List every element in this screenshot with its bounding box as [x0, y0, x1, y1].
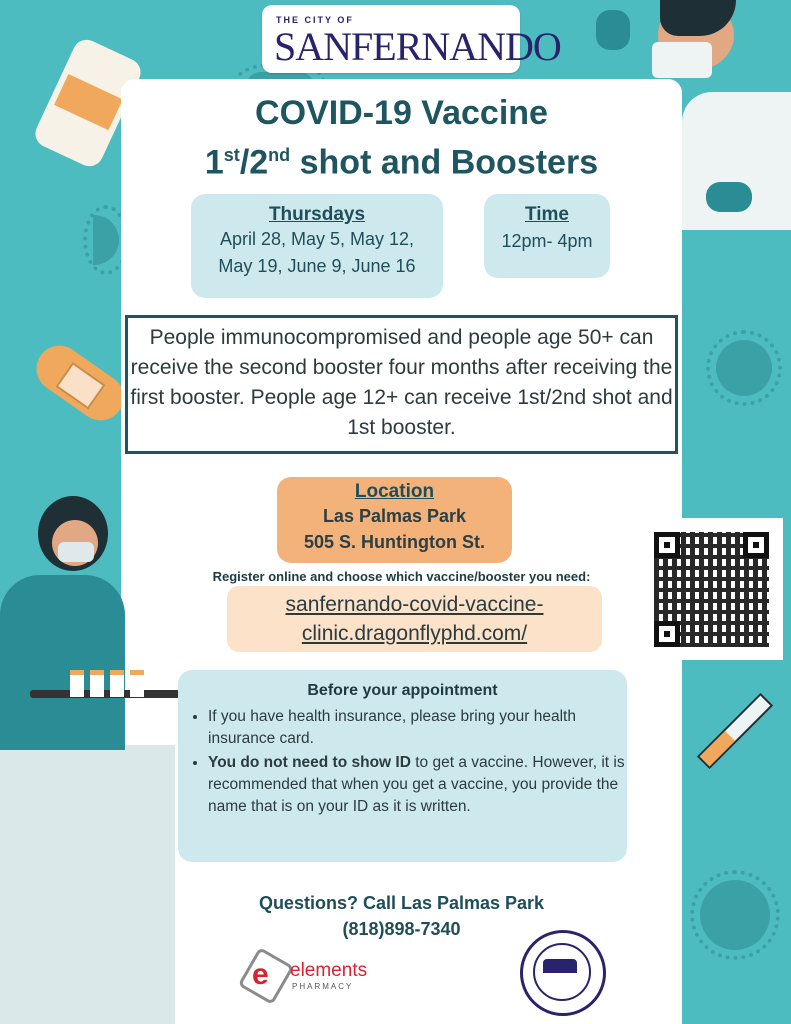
- sponsor-name: elements: [290, 960, 368, 981]
- elements-pharmacy-logo: [238, 938, 388, 998]
- time-value: 12pm- 4pm: [501, 231, 593, 251]
- bandage-icon: [27, 337, 132, 430]
- nurse-mask: [58, 542, 94, 562]
- virus-icon: [716, 340, 772, 396]
- link-line2[interactable]: clinic.dragonflyphd.com/: [301, 622, 528, 645]
- city-logo: [262, 5, 561, 73]
- vial-icon: [130, 670, 144, 697]
- location-panel: [277, 477, 512, 563]
- list-item: • If you have health insurance, please bring your health insurance card.: [208, 706, 627, 750]
- registration-link[interactable]: [227, 586, 602, 652]
- time-panel: [484, 194, 610, 278]
- dates-line1: April 28, May 5, May 12,: [219, 229, 415, 249]
- dates-heading: Thursdays: [268, 204, 366, 225]
- location-heading: Location: [354, 481, 435, 502]
- vial-tray: [30, 690, 180, 698]
- location-address: 505 S. Huntington St.: [303, 532, 485, 552]
- dates-line2: May 19, June 9, June 16: [218, 256, 416, 276]
- location-name: Las Palmas Park: [322, 506, 467, 526]
- contact-info: [121, 890, 682, 942]
- vial-icon: [110, 670, 124, 697]
- virus-icon: [93, 215, 119, 265]
- dates-panel: [191, 194, 443, 298]
- logo-small-text: THE CITY OF: [276, 15, 354, 25]
- appointment-list: [178, 706, 627, 818]
- nurse-illustration: [0, 745, 175, 1024]
- sponsor-sub: PHARMACY: [292, 982, 354, 991]
- logo-letter: e: [252, 958, 269, 991]
- qr-code-icon[interactable]: [640, 518, 783, 660]
- glove-icon: [706, 182, 752, 212]
- glove-icon: [596, 10, 630, 50]
- city-seal-icon: [520, 930, 606, 1016]
- nurse-body: [0, 575, 125, 750]
- appointment-panel: [178, 670, 627, 862]
- eligibility-notice: People immunocompromised and people age 50+ can receive the second booster four months after receiving the first booster. People age 12+ can receive 1st/2nd shot and 1st booster.: [125, 315, 678, 454]
- vial-icon: [70, 670, 84, 697]
- time-heading: Time: [524, 204, 569, 225]
- questions-text: Questions? Call Las Palmas Park: [258, 893, 545, 913]
- title-line1: COVID-19 Vaccine: [255, 94, 548, 132]
- doctor-mask: [652, 42, 712, 78]
- logo-main-text: SANFERNANDO: [274, 24, 561, 69]
- phone-number[interactable]: (818)898-7340: [342, 919, 461, 939]
- virus-icon: [700, 880, 770, 950]
- syringe-icon: [697, 693, 773, 769]
- title-line2: 1st/2nd shot and Boosters: [204, 143, 599, 182]
- appointment-heading: Before your appointment: [307, 682, 498, 699]
- register-instruction: Register online and choose which vaccine/booster you need:: [212, 569, 591, 584]
- list-item: • You do not need to show ID to get a vaccine. However, it is recommended that when you get a vaccine, you provide the name that is on your ID as it is written.: [208, 752, 627, 818]
- link-line1[interactable]: sanfernando-covid-vaccine-: [285, 593, 544, 616]
- vial-icon: [90, 670, 104, 697]
- page-title: [121, 92, 682, 183]
